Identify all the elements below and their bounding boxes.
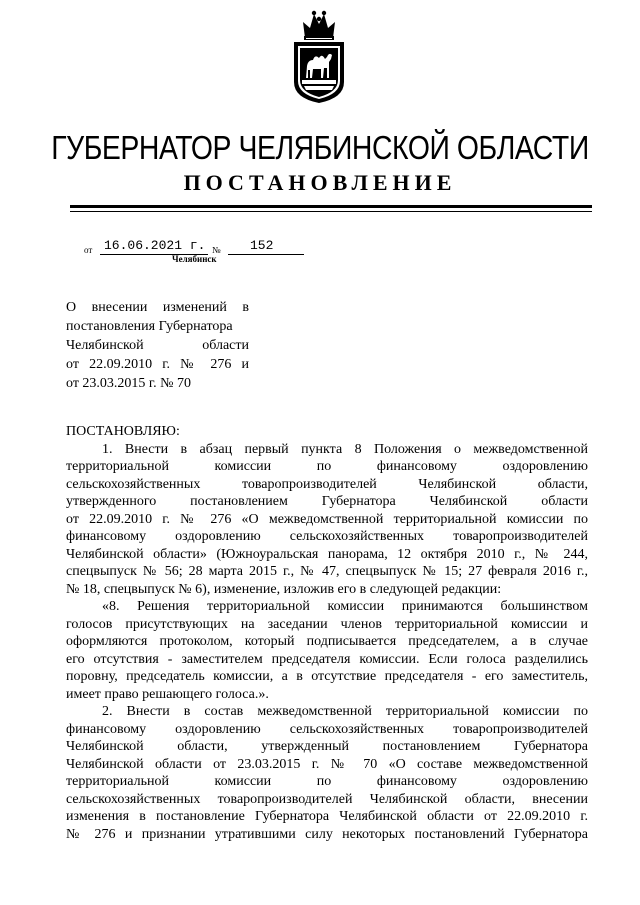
quote-line: голосов присутствующих на заседании членов территориальной комиссии и	[66, 616, 588, 632]
paragraph-1-line: от 22.09.2010 г. № 276 «О межведомственной территориальной комиссии по	[66, 511, 588, 527]
decree-type-heading: ПОСТАНОВЛЕНИЕ	[183, 170, 457, 195]
paragraph-2-line: изменения в постановление Губернатора Челябинской области от 22.09.2010 г.	[66, 809, 588, 824]
quote-line: оформляются протоколом, который подписывается председателем, а в случае	[66, 634, 588, 649]
paragraph-1-line: сельскохозяйственных товаропроизводителей Челябинской области,	[66, 476, 588, 492]
decree-number: 152	[250, 238, 274, 253]
quote-line: имеет право решающего голоса.».	[66, 686, 269, 702]
subject-line: от 22.09.2010 г. № 276 и	[66, 357, 249, 372]
quote-line: его отсутствия - заместителем председателя комиссии. Если голоса разделились	[66, 651, 588, 667]
subject-line: О внесении изменений в	[66, 300, 249, 315]
number-sign: №	[212, 245, 221, 255]
paragraph-2-line: Челябинской области от 23.03.2015 г. № 70 «О составе межведомственной	[66, 756, 588, 772]
paragraph-1-line: Челябинской области» (Южноуральская панорама, 12 октября 2010 г., № 244,	[66, 546, 588, 562]
paragraph-1-line: территориальной комиссии по финансовому оздоровлению	[66, 459, 588, 474]
header-rule-thick	[70, 205, 592, 208]
paragraph-2-line: территориальной комиссии по финансовому оздоровлению	[66, 774, 588, 789]
coat-of-arms-emblem	[290, 8, 348, 104]
subject-line: от 23.03.2015 г. № 70	[66, 376, 191, 391]
paragraph-1-line: спецвыпуск № 56; 28 марта 2015 г., № 47, спецвыпуск № 15; 27 февраля 2016 г.,	[66, 564, 588, 579]
paragraph-1-line: утвержденного постановлением Губернатора Челябинской области	[66, 494, 588, 509]
header-rule-thin	[70, 211, 592, 212]
paragraph-2-line: сельскохозяйственных товаропроизводителей Челябинской области, внесении	[66, 791, 588, 807]
paragraph-2-line: финансовому оздоровлению сельскохозяйственных товаропроизводителей	[66, 721, 588, 737]
quote-line: поровну, председатель комиссии, а в отсутствие председателя - его заместитель,	[66, 669, 588, 684]
date-prefix: от	[84, 245, 93, 255]
paragraph-2-line: 2. Внести в состав межведомственной территориальной комиссии по	[102, 704, 588, 719]
paragraph-1-line: финансовому оздоровлению сельскохозяйственных товаропроизводителей	[66, 529, 588, 544]
city-name: Челябинск	[172, 254, 217, 264]
paragraph-1-line: № 18, спецвыпуск № 6), изменение, изложив его в следующей редакции:	[66, 581, 502, 597]
decree-date: 16.06.2021 г.	[104, 238, 206, 253]
resolve-heading: ПОСТАНОВЛЯЮ:	[66, 424, 180, 439]
paragraph-1-line: 1. Внести в абзац первый пункта 8 Положения о межведомственной	[102, 441, 588, 457]
subject-line: Челябинской области	[66, 338, 249, 353]
paragraph-2-line: № 276 и признании утратившими силу некоторых постановлений Губернатора	[66, 826, 588, 842]
number-underline	[228, 254, 304, 255]
subject-line: постановления Губернатора	[66, 319, 233, 334]
quote-line: «8. Решения территориальной комиссии принимаются большинством	[102, 599, 588, 614]
decree-subject	[66, 298, 249, 393]
paragraph-2-line: Челябинской области, утвержденный постановлением Губернатора	[66, 739, 588, 754]
governor-heading: ГУБЕРНАТОР ЧЕЛЯБИНСКОЙ ОБЛАСТИ	[51, 129, 589, 166]
decree-body	[66, 423, 588, 843]
